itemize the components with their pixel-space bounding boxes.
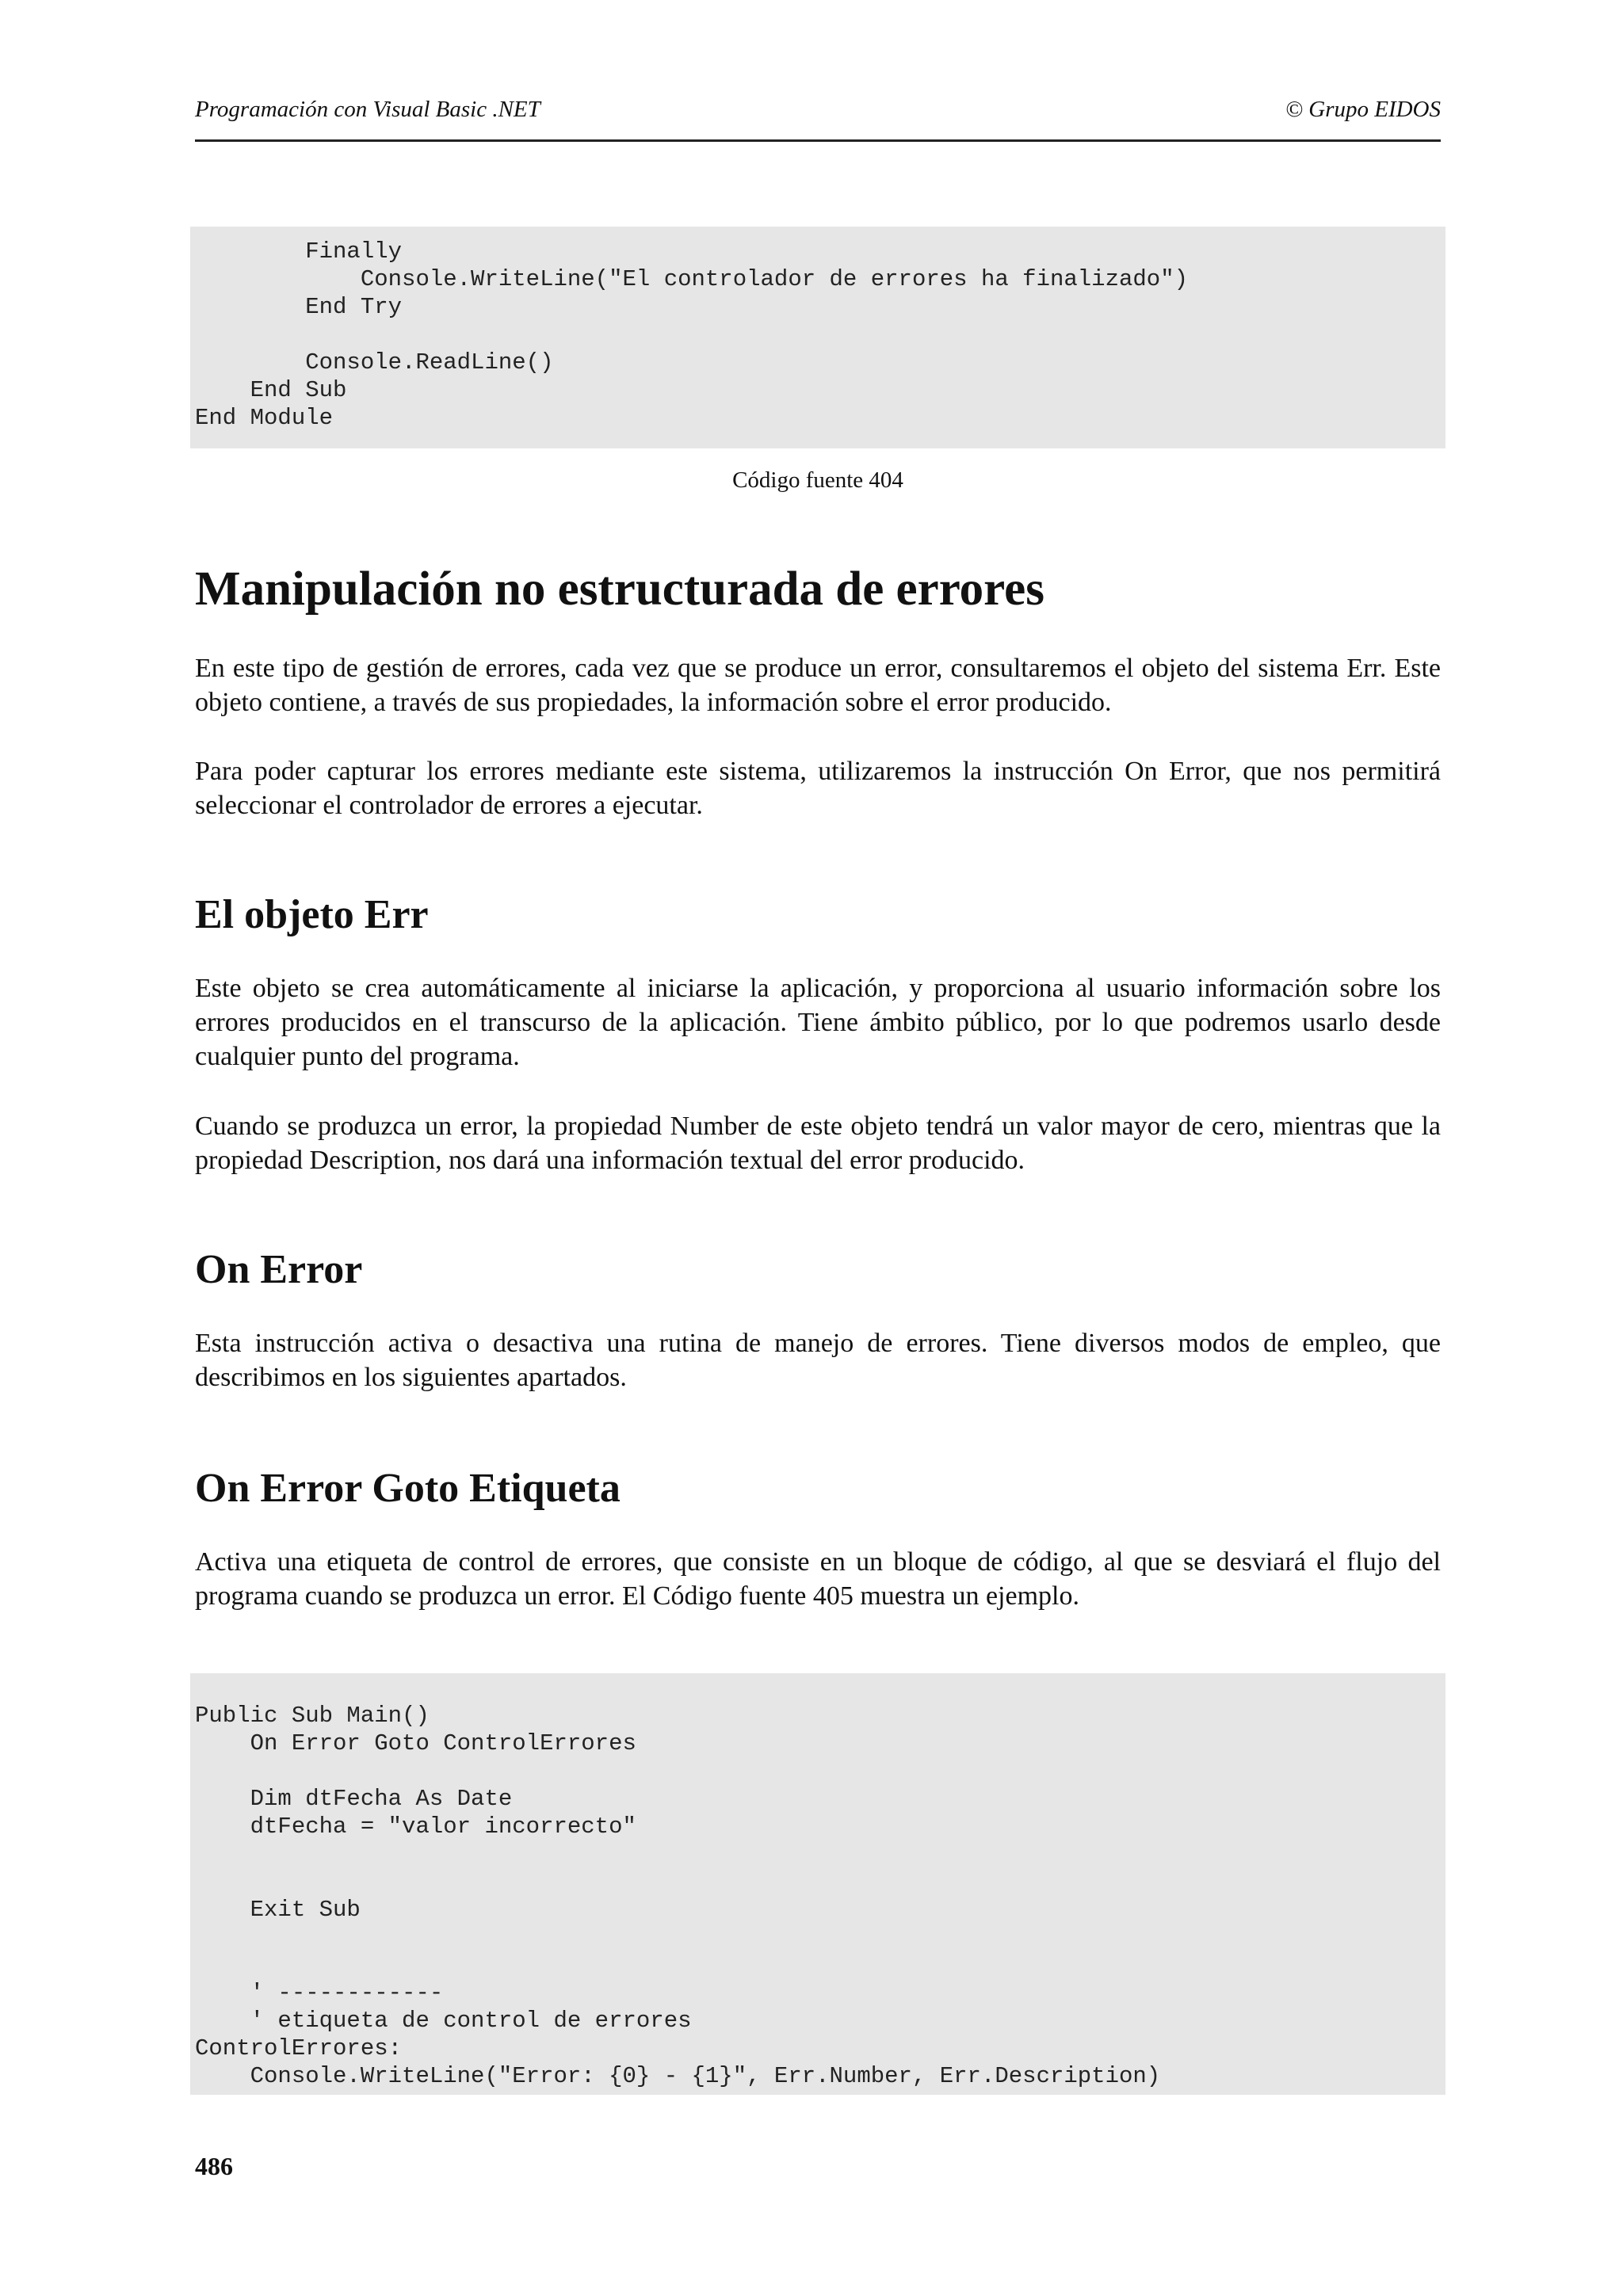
code-line: Finally: [195, 238, 403, 265]
code-line: [195, 1840, 1445, 1868]
code-line: ControlErrores:: [195, 2035, 403, 2061]
code-line: Console.WriteLine("El controlador de errores ha finalizado"): [195, 266, 1189, 292]
code-line: [195, 1951, 1445, 1979]
body-paragraph: Cuando se produzca un error, la propiedad Number de este objeto tendrá un valor mayor de cero, mientras que la propiedad Description, nos dará una información textual del error producido.: [195, 1112, 1441, 1175]
subsection-title-goto: On Error Goto Etiqueta: [195, 1466, 621, 1511]
code-line: End Sub: [195, 377, 347, 403]
page-number: 486: [195, 2152, 233, 2180]
code-line: End Module: [195, 405, 334, 431]
code-line: [195, 1868, 1445, 1896]
code-line: ' ------------: [195, 1980, 444, 2006]
code-line: End Try: [195, 294, 403, 320]
section-title: Manipulación no estructurada de errores: [195, 563, 1044, 616]
body-paragraph: En este tipo de gestión de errores, cada vez que se produce un error, consultaremos el objeto del sistema Err. Este objeto contiene, a través de sus propiedades, la información sobre el error producido.: [195, 654, 1441, 717]
code-line: ' etiqueta de control de errores: [195, 2008, 692, 2034]
code-line: Console.WriteLine("Error: {0} - {1}", Err.Number, Err.Description): [195, 2063, 1161, 2089]
code-line: Dim dtFecha As Date: [195, 1786, 513, 1812]
code-block-405: [190, 1673, 1445, 2095]
code-line: Public Sub Main(): [195, 1703, 430, 1729]
code-line: Console.ReadLine(): [195, 349, 554, 376]
code-line: [195, 321, 1445, 349]
header-book-title: Programación con Visual Basic .NET: [195, 97, 540, 122]
code-block-404: [190, 227, 1445, 448]
code-caption-404: Código fuente 404: [732, 467, 903, 493]
code-line: On Error Goto ControlErrores: [195, 1730, 636, 1756]
subsection-title-err: El objeto Err: [195, 892, 429, 937]
code-line: [195, 1924, 1445, 1951]
code-line: [195, 1757, 1445, 1785]
body-paragraph: Para poder capturar los errores mediante este sistema, utilizaremos la instrucción On Error, que nos permitirá seleccionar el controlador de errores a ejecutar.: [195, 757, 1441, 820]
code-line: Exit Sub: [195, 1897, 361, 1923]
running-header: [195, 95, 1441, 142]
body-paragraph: Este objeto se crea automáticamente al iniciarse la aplicación, y proporciona al usuario información sobre los errores producidos en el transcurso de la aplicación. Tiene ámbito público, por lo que podremos usarlo desde cualquier punto del programa.: [195, 974, 1441, 1071]
body-paragraph: Esta instrucción activa o desactiva una rutina de manejo de errores. Tiene diversos modos de empleo, que describimos en los siguientes apartados.: [195, 1329, 1441, 1392]
body-paragraph: Activa una etiqueta de control de errores, que consiste en un bloque de código, al que se desviará el flujo del programa cuando se produzca un error. El Código fuente 405 muestra un ejemplo.: [195, 1547, 1441, 1611]
header-publisher: © Grupo EIDOS: [1285, 97, 1441, 122]
code-line: dtFecha = "valor incorrecto": [195, 1814, 636, 1840]
subsection-title-on-error: On Error: [195, 1247, 363, 1292]
